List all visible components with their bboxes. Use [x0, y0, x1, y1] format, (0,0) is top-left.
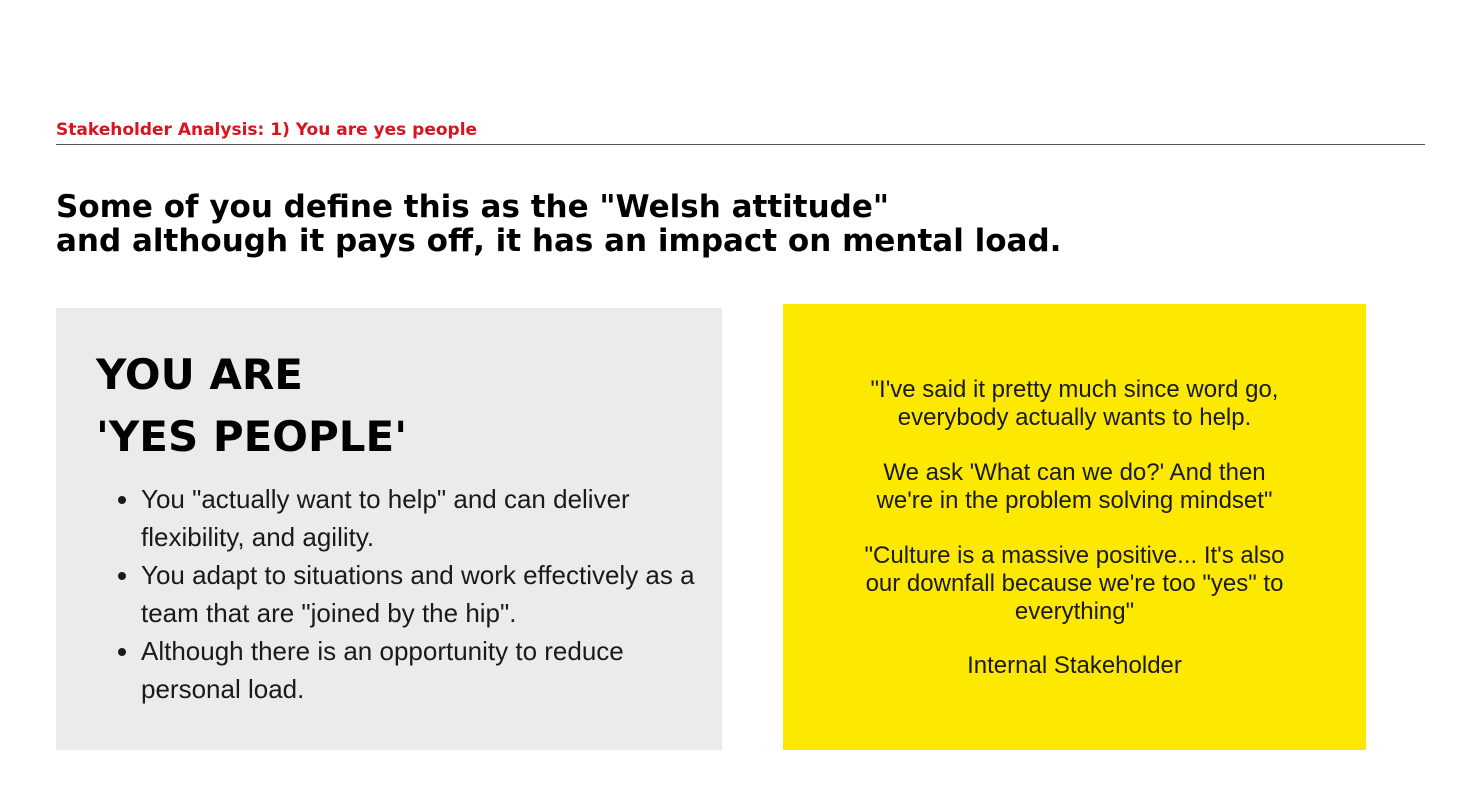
- list-item: • Although there is an opportunity to reduce personal load.: [141, 632, 701, 708]
- card-title-line-1: YOU ARE: [96, 350, 303, 399]
- list-item: • You adapt to situations and work effectively as a team that are "joined by the hip".: [141, 556, 701, 632]
- quote-3-line-2: our downfall because we're too "yes" to: [865, 570, 1284, 597]
- quote-1-line-2: everybody actually wants to help.: [897, 404, 1252, 431]
- yes-people-card: [56, 308, 722, 750]
- quote-2-line-1: We ask 'What can we do?' And then: [883, 459, 1266, 486]
- quote-3: [783, 542, 1366, 626]
- list-item: • You "actually want to help" and can deliver flexibility, and agility.: [141, 480, 701, 556]
- card-title: [96, 344, 407, 468]
- quote-3-line-1: "Culture is a massive positive... It's also: [864, 542, 1285, 569]
- quote-1-line-1: "I've said it pretty much since word go,: [870, 376, 1279, 403]
- header-divider: [56, 144, 1425, 145]
- quote-attribution: Internal Stakeholder: [967, 652, 1182, 679]
- quote-2-line-2: we're in the problem solving mindset": [876, 487, 1273, 514]
- quote-3-line-3: everything": [1014, 598, 1135, 625]
- section-label: Stakeholder Analysis: 1) You are yes people: [56, 120, 478, 140]
- findings-list: [117, 480, 701, 708]
- card-title-line-2: 'YES PEOPLE': [96, 412, 408, 461]
- page-headline: [56, 190, 1061, 258]
- quote-card: [783, 304, 1366, 750]
- quote-1: [783, 376, 1366, 432]
- quote-2: [783, 459, 1366, 515]
- headline-line-1: Some of you define this as the "Welsh attitude": [56, 189, 890, 225]
- headline-line-2: and although it pays off, it has an impact on mental load.: [56, 223, 1062, 259]
